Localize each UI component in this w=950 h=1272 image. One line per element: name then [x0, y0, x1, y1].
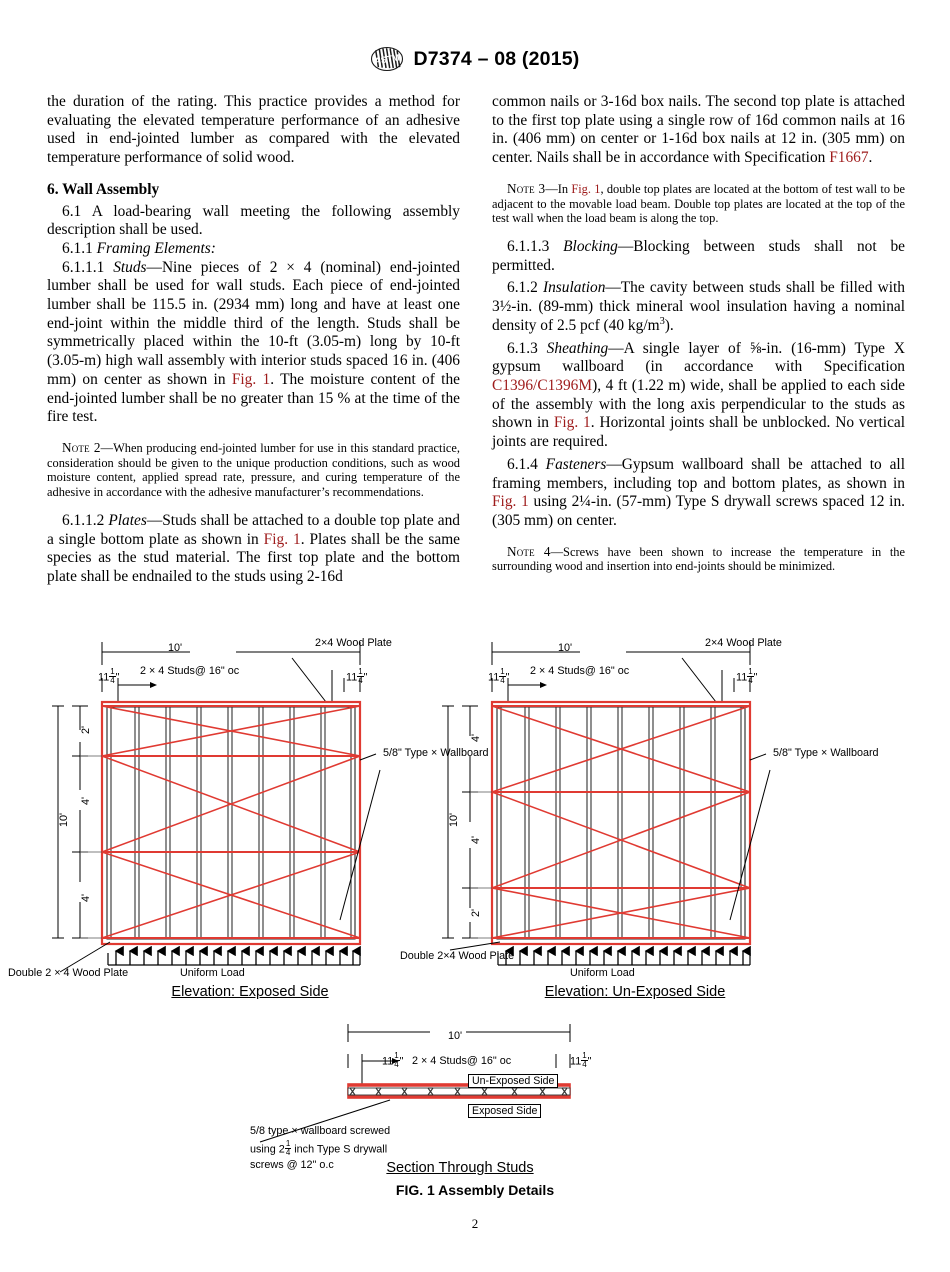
clause-text: —The cavity between studs shall be filled with 3½-in. (89-mm) thick mineral wool insulation having a nominal density of 2.5 pcf (40 kg/m [492, 279, 905, 334]
paragraph-6-1-1 [47, 240, 460, 259]
paragraph-6-1-1-1 [47, 259, 460, 427]
uniform-load-label: Uniform Load [180, 967, 245, 979]
wallboard-label: 5/8" Type × Wallboard [383, 747, 489, 759]
stud-spacing-label: 2 × 4 Studs@ 16" oc [530, 665, 630, 677]
note-label: Note 2 [62, 439, 101, 455]
note-3 [492, 181, 905, 226]
clause-text: —Nine pieces of 2 × 4 (nominal) end-jointed lumber shall be used for wall studs. Each piece of end-jointed lumber shall be 115.5 in. (2934 mm) long and have at least one end-joint within the middle third of the length. Studs shall be symmetrically placed within the 10-ft (3.05-m) long by 10-ft (3.05-m) high wall assembly with interior studs spaced 16 in. (406 mm) on center as shown in [47, 258, 460, 388]
note-label: Note 4 [507, 543, 551, 559]
svg-text:ASTM: ASTM [374, 52, 401, 67]
paragraph-6-1: 6.1 A load-bearing wall meeting the following assembly description shall be used. [47, 202, 460, 239]
edge-dimension-right: 11 $\frac{1}{4}$ " [346, 667, 368, 685]
wallboard-label: 5/8" Type × Wallboard [773, 747, 879, 759]
bottom-plate-label: Double 2×4 Wood Plate [400, 950, 515, 962]
exposed-side-label: Exposed Side [468, 1104, 541, 1118]
clause-number: 6.1.1.1 [62, 258, 114, 276]
right-column [492, 93, 905, 574]
superscript-exponent: 3 [659, 315, 665, 327]
figure-caption: FIG. 1 Assembly Details [395, 1182, 555, 1198]
clause-title: Plates [108, 511, 147, 529]
edge-dimension-right: 11 $\frac{1}{4}$ " [570, 1051, 592, 1069]
bottom-plate-label: Double 2 × 4 Wood Plate [8, 967, 129, 979]
clause-text-cont: . Plates shall be the same species as the stud material. The first top plate and the bottom plate shall be endnailed to the studs using 2-16d [47, 530, 461, 586]
clause-text-cont: ). [664, 316, 674, 334]
clause-number: 6.1.1 [62, 239, 97, 257]
note-4 [492, 544, 905, 575]
clause-text: common nails or 3-16d box nails. The second top plate is attached to the first top plate using a single row of 16d common nails at 16 in. (406 mm) on center or 1-16d box nails at 12 in. (305 mm) on center. Nails shall be in accordance with Specification [492, 93, 905, 167]
width-dimension-label: 10' [558, 642, 573, 654]
figure-reference-link[interactable]: Fig. 1 [571, 181, 601, 196]
figure-reference-link[interactable]: Fig. 1 [492, 493, 529, 511]
edge-dimension-right: 11 $\frac{1}{4}$ " [736, 667, 758, 685]
clause-text: —Studs shall be attached to a double top plate and a single bottom plate as shown in [47, 511, 461, 548]
elevation-exposed-caption: Elevation: Exposed Side [171, 984, 329, 1000]
overall-height-label: 10' [58, 812, 70, 827]
clause-text: —A single layer of ⅝-in. (16-mm) Type X gypsum wallboard (in accordance with Specification [492, 339, 905, 376]
left-column [47, 93, 460, 587]
vertical-dimension-1: 4' [470, 733, 482, 742]
paragraph-6-1-2 [492, 279, 905, 335]
paragraph-6-1-3 [492, 340, 905, 452]
clause-text-cont: ), 4 ft (1.22 m) wide, shall be applied to each side of the assembly with the long axis perpendicular to the studs as shown in [492, 376, 905, 432]
unexposed-side-label: Un-Exposed Side [468, 1074, 558, 1088]
note-2 [47, 440, 460, 500]
note-text: —In [545, 181, 572, 196]
clause-text: —Blocking between studs shall not be permitted. [492, 238, 905, 274]
astm-logo [370, 46, 404, 72]
note-text: —When producing end-jointed lumber for use in this standard practice, consideration should be given to the unique production conditions, such as wood moisture content, applied spread rate, pressure, and curing temperature of the adhesive in accordance with the adhesive manufacturer’s recommendations. [47, 440, 461, 500]
clause-text-cont: . [868, 149, 873, 167]
paragraph-6-1-1-3 [492, 238, 905, 275]
uniform-load-label: Uniform Load [570, 967, 635, 979]
page-header [0, 46, 950, 77]
paragraph-continued: the duration of the rating. This practice provides a method for evaluating the elevated temperature performance of an adhesive used in end-jointed lumber as compared with the elevated temperature performance of solid wood. [47, 93, 460, 167]
note-label: Note 3 [507, 180, 546, 196]
edge-dimension-left: 11 $\frac{1}{4}$ " [382, 1051, 404, 1069]
clause-title: Insulation [542, 279, 606, 297]
callout-line-1: 5/8 type × wallboard screwed [250, 1125, 391, 1137]
note-text-cont: , double top plates are located at the bottom of test wall to be adjacent to the movable load beam. Double top plates are located at the top of the test wall when the load beam is along the top. [492, 181, 906, 226]
clause-number: 6.1.3 [507, 339, 547, 357]
edge-dimension-left: 11 $\frac{1}{4}$ " [488, 667, 510, 685]
body-columns [47, 93, 905, 587]
stud-spacing-label: 2 × 4 Studs@ 16" oc [412, 1055, 512, 1067]
vertical-dimension-1: 2' [80, 725, 92, 734]
standard-designation: D7374 – 08 (2015) [413, 47, 580, 70]
specification-reference-link[interactable]: C1396/C1396M [492, 376, 593, 394]
clause-number: 6.1.2 [507, 279, 543, 297]
paragraph-6-1-4 [492, 456, 905, 531]
clause-number: 6.1.1.2 [62, 511, 109, 529]
vertical-dimension-3: 4' [80, 893, 92, 902]
stud-spacing-label: 2 × 4 Studs@ 16" oc [140, 665, 240, 677]
vertical-dimension-2: 4' [470, 835, 482, 844]
clause-text: —Gypsum wallboard shall be attached to all framing members, including top and bottom plates, as shown in [492, 455, 905, 492]
edge-dimension-left: 11 $\frac{1}{4}$ " [98, 667, 120, 685]
clause-title: Blocking [563, 238, 618, 256]
figure-1 [0, 612, 950, 1212]
figure-reference-link[interactable]: Fig. 1 [263, 530, 301, 548]
section-caption: Section Through Studs [386, 1160, 534, 1176]
wood-plate-label: 2×4 Wood Plate [315, 637, 392, 649]
vertical-dimension-2: 4' [80, 796, 92, 805]
clause-title: Fasteners [545, 455, 607, 473]
wood-plate-label: 2×4 Wood Plate [705, 637, 782, 649]
overall-height-label: 10' [448, 812, 460, 827]
elevation-unexposed-caption: Elevation: Un-Exposed Side [544, 984, 726, 1000]
page-number: 2 [471, 1216, 479, 1231]
clause-number: 6.1.1.3 [507, 238, 564, 256]
specification-reference-link[interactable]: F1667 [829, 149, 869, 167]
clause-title: Sheathing [546, 339, 609, 357]
width-dimension-label: 10' [168, 642, 183, 654]
vertical-dimension-3: 2' [470, 908, 482, 917]
note-text: —Screws have been shown to increase the temperature in the surrounding wood and insertion into end-joints should be minimized. [492, 544, 905, 574]
clause-text-cont: using 2¼-in. (57-mm) Type S drywall screws spaced 12 in. (305 mm) on center. [492, 493, 906, 529]
paragraph-6-1-1-2 [47, 512, 460, 587]
section-heading-6: 6. Wall Assembly [47, 180, 160, 198]
clause-text-end: . Horizontal joints shall be unblocked. No vertical joints are required. [492, 414, 906, 451]
callout-line-3: screws @ 12" o.c [250, 1158, 334, 1171]
callout-line-2: using 2 $\frac{1}{4}$ inch Type S drywall [250, 1138, 388, 1157]
paragraph-continued-right [492, 93, 905, 168]
figure-reference-link[interactable]: Fig. 1 [231, 370, 271, 388]
clause-text-cont: . The moisture content of the end-jointed lumber shall be no greater than 15 % at the time of the fire test. [47, 370, 460, 426]
clause-number: 6.1.4 [507, 455, 546, 473]
width-dimension-label: 10' [448, 1030, 463, 1042]
clause-title: Studs [113, 258, 147, 276]
figure-reference-link[interactable]: Fig. 1 [553, 414, 591, 432]
clause-title: Framing Elements: [96, 239, 216, 257]
